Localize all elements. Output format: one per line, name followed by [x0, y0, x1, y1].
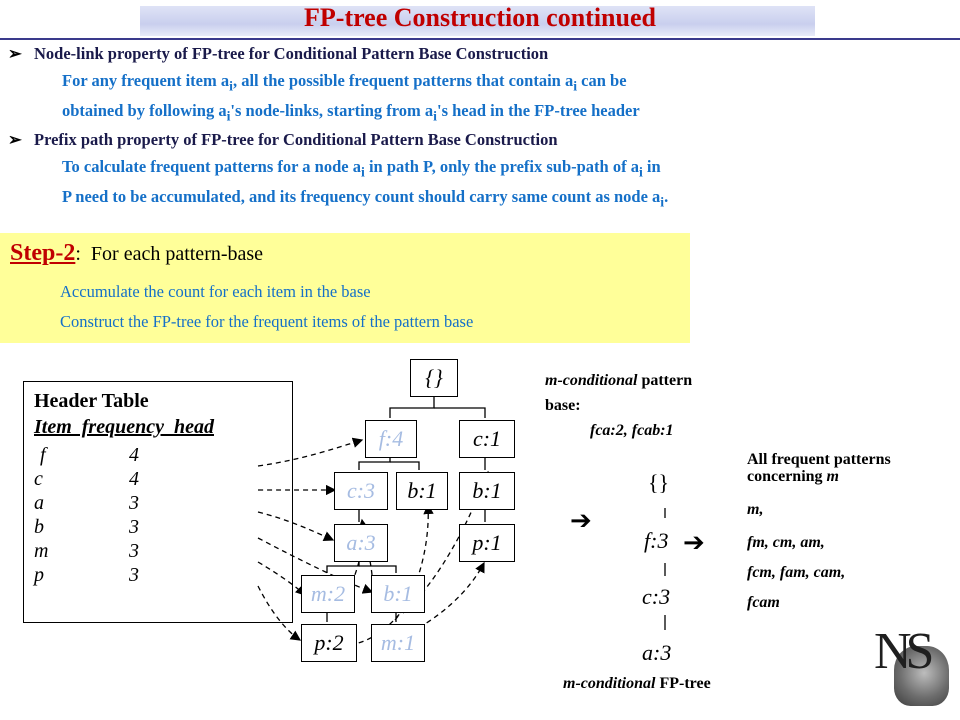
pattern-base-label-line2: base: [545, 397, 581, 414]
pattern-base-label: m-conditional pattern [545, 372, 693, 389]
fp-node-b1: b:1 [371, 575, 425, 613]
fp-node-a3: a:3 [334, 524, 388, 562]
header-table-columns: Item frequency head [34, 416, 214, 438]
step-2-line-2: Construct the FP-tree for the frequent items of the pattern base [60, 312, 474, 331]
bullet-2-line-1: To calculate frequent patterns for a node $a_i$ in path P, only the prefix sub-path of $a_i$ in [62, 157, 661, 180]
pattern-line: fcm, fam, cam, [747, 564, 846, 581]
edge [327, 561, 359, 573]
table-row: m 3 [34, 540, 139, 562]
bullet-2-heading: ➢ Prefix path property of FP-tree for Conditional Pattern Base Construction [8, 130, 558, 149]
fp-tree-root: {} [410, 359, 458, 397]
table-row: a 3 [34, 492, 139, 514]
step-2-heading: Step-2: For each pattern-base [10, 240, 264, 266]
fp-node-m1: m:1 [371, 624, 425, 662]
fp-node-p1: p:1 [459, 524, 515, 562]
arrow-bullet-icon: ➢ [8, 44, 22, 63]
fp-node-b1: b:1 [396, 472, 448, 510]
header-table-title: Header Table [34, 390, 149, 412]
bullet-1-line-2: obtained by following $a_i's$ node-links, starting from $a_i's$ head in the FP-tree header [62, 101, 640, 124]
nsd-logo [872, 623, 952, 708]
fp-node-m2: m:2 [301, 575, 355, 613]
fp-node-b1: b:1 [459, 472, 515, 510]
step-2-line-1: Accumulate the count for each item in the base [60, 282, 371, 301]
fp-node-c1: c:1 [459, 420, 515, 458]
fp-node-c3: c:3 [334, 472, 388, 510]
pattern-line: fcam [747, 594, 780, 611]
edge [359, 457, 390, 470]
cond-node-f3: f:3 [644, 528, 669, 553]
logo-letters: NS [874, 623, 929, 680]
table-row: c 4 [34, 468, 139, 490]
fp-node-f4: f:4 [365, 420, 417, 458]
edge [390, 462, 419, 470]
pattern-line: fm, cm, am, [747, 534, 825, 551]
right-arrow-icon: ➔ [570, 506, 592, 535]
patterns-heading-line2: concerning m [747, 468, 839, 485]
node-link [258, 512, 333, 540]
node-link [258, 562, 305, 595]
table-row: b 3 [34, 516, 139, 538]
right-arrow-icon: ➔ [683, 528, 705, 557]
patterns-heading: All frequent patterns [747, 451, 891, 468]
table-row: f 4 [40, 444, 139, 466]
pattern-base-value: fca:2, fcab:1 [590, 422, 674, 439]
bullet-1-heading: ➢ Node-link property of FP-tree for Conditional Pattern Base Construction [8, 44, 549, 63]
slide-title: FP-tree Construction continued [304, 3, 656, 32]
arrow-bullet-icon: ➢ [8, 130, 22, 149]
edge [359, 566, 396, 573]
node-link [258, 586, 300, 640]
fp-node-p2: p:2 [301, 624, 357, 662]
cond-node-c3: c:3 [642, 584, 671, 609]
cond-node-a3: a:3 [642, 640, 672, 665]
cond-tree-caption: m-conditional FP-tree [563, 675, 711, 692]
table-row: p 3 [34, 564, 139, 586]
edge [434, 408, 485, 418]
cond-tree-root: {} [648, 470, 670, 495]
bullet-1-line-1: For any frequent item $a_i$, all the possible frequent patterns that contain $a_i$ can be [62, 71, 627, 94]
bullet-2-line-2: P need to be accumulated, and its frequency count should carry same count as node $a_i$. [62, 187, 669, 210]
node-link [258, 440, 362, 466]
pattern-line: m, [747, 501, 764, 518]
edge [390, 397, 434, 418]
